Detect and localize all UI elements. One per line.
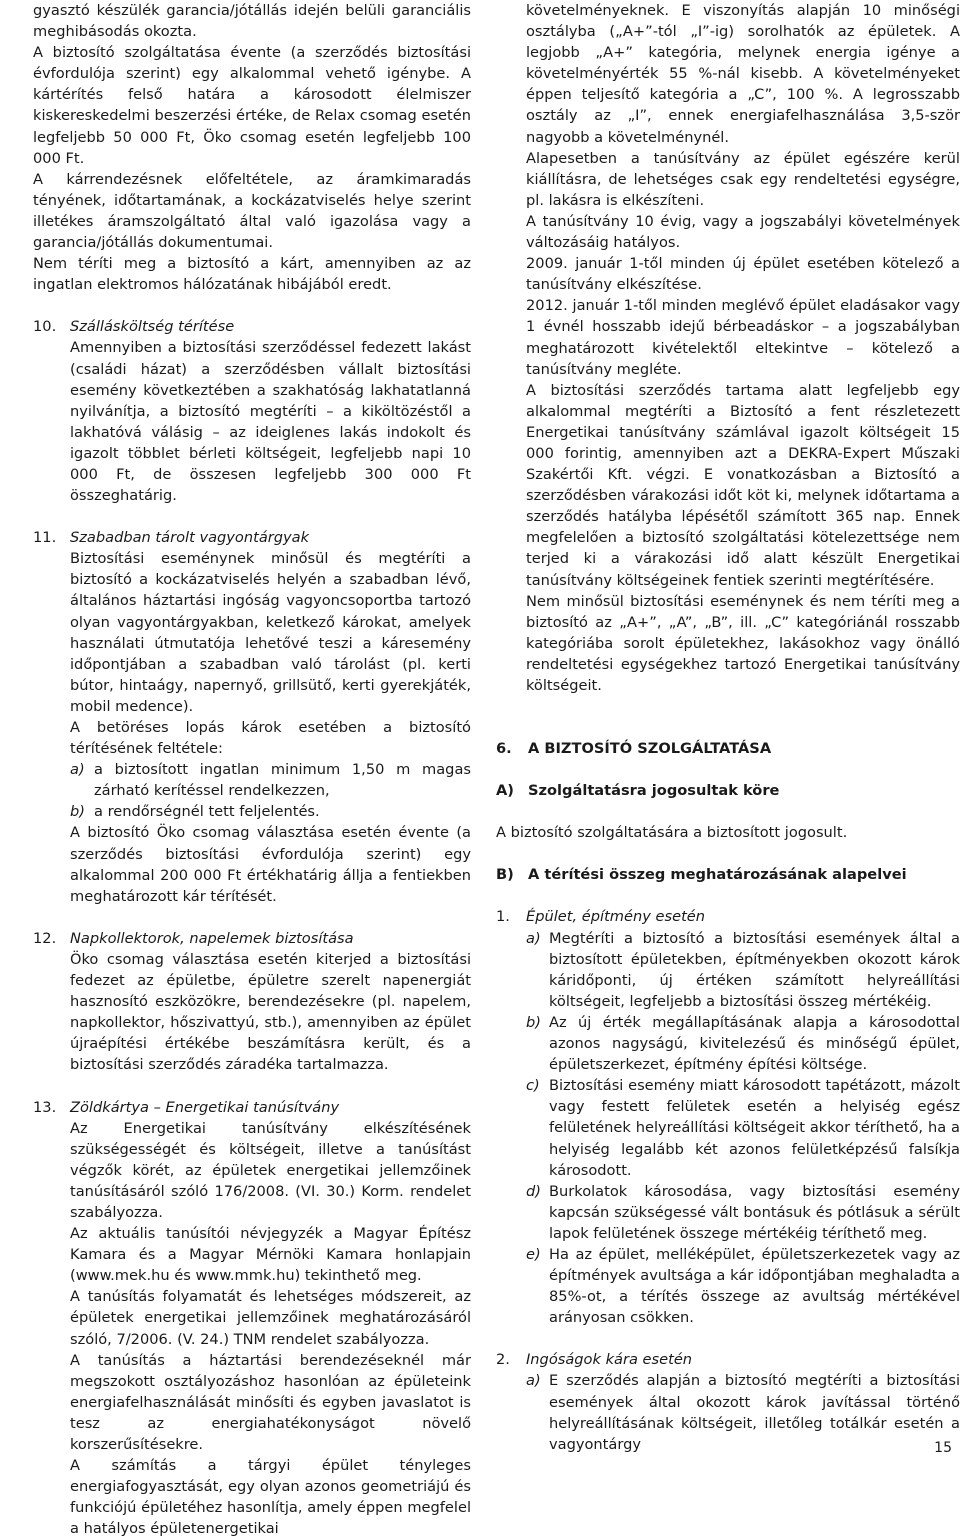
left-column bbox=[33, 0, 471, 1539]
section-title: Szabadban tárolt vagyontárgyak bbox=[70, 527, 471, 548]
item-label: e) bbox=[526, 1244, 541, 1265]
item-label: d) bbox=[526, 1181, 541, 1202]
item-text: Az új érték megállapításának alapja a károsodottal azonos nagyságú, kivitelezésű és minőségű épület, épületszerkezet, építmény építési költsége. bbox=[549, 1012, 960, 1075]
section-title: Zöldkártya – Energetikai tanúsítvány bbox=[70, 1097, 471, 1118]
item-text: a biztosított ingatlan minimum 1,50 m magas zárható kerítéssel rendelkezzen, bbox=[94, 759, 471, 801]
section-number: 2. bbox=[496, 1349, 526, 1370]
item-label: a) bbox=[526, 928, 541, 949]
subsection-number: B) bbox=[496, 864, 528, 885]
item-text: E szerződés alapján a biztosító megtéríti a biztosítási események által okozott károk javítással történő helyreállításának költségeit, illetőleg totálkár esetén a vagyontárgy bbox=[549, 1370, 960, 1454]
paragraph: A biztosító szolgáltatása évente (a szerződés biztosítási évfordulója szerint) egy alkalommal vehető igénybe. A kártérítés felső határa a károsodott élelmiszer kiskereskedelmi beszerzési értéke, de Relax csomag esetén legfeljebb 50 000 Ft, Öko csomag esetén legfeljebb 100 000 Ft. bbox=[33, 42, 471, 169]
section-title: Szállásköltség térítése bbox=[70, 316, 471, 337]
item-text: Megtéríti a biztosító a biztosítási események által a biztosított épületekben, építményekben okozott károk káridőponti, új értéken számított helyreállítási költségeit, legfeljebb a biztosítási összeg mértékéig. bbox=[549, 928, 960, 1012]
subsection-heading bbox=[496, 780, 960, 801]
item-label: a) bbox=[526, 1370, 541, 1391]
section-number: 12. bbox=[33, 928, 70, 949]
section-number: 10. bbox=[33, 316, 70, 337]
item-label: c) bbox=[526, 1075, 540, 1096]
paragraph: A tanúsítás a háztartási berendezéseknél már megszokott osztályozáshoz hasonlóan az épületeink energiafelhasználását minősíti és egyben javaslatot is tesz az energiahatékonyságot növelő korszerűsítésekre. bbox=[70, 1350, 471, 1455]
section-1 bbox=[496, 906, 960, 1328]
item-text: Ha az épület, melléképület, épületszerkezetek vagy az építmények avultsága a kár időpontjában meghaladta a 85%-ot, a térítés összege az avultság mértékével arányosan csökken. bbox=[549, 1244, 960, 1328]
list-item bbox=[526, 1075, 960, 1180]
section-11 bbox=[33, 527, 471, 907]
section-number: 1. bbox=[496, 906, 526, 927]
paragraph: A kárrendezésnek előfeltétele, az áramkimaradás tényének, időtartamának, a kockázatviselés helye szerint illetékes áramszolgáltató által való igazolása vagy a garancia/jótállás dokumentumai. bbox=[33, 169, 471, 253]
chapter-title: A BIZTOSÍTÓ SZOLGÁLTATÁSA bbox=[528, 738, 771, 759]
list-item bbox=[526, 1012, 960, 1075]
item-label: a) bbox=[70, 759, 94, 801]
chapter-number: 6. bbox=[496, 738, 528, 759]
item-label: b) bbox=[526, 1012, 541, 1033]
paragraph: követelményeknek. E viszonyítás alapján 10 minőségi osztályba („A+”-tól „I”-ig) sorolhatók az épületek. A legjobb „A+” kategória, melynek energia igénye a követelményérték 55 %-nál kisebb. A követelményeket éppen teljesítő kategória a „C”, 100 %. A legrosszabb osztály az „I”, ennek energiafelhasználása 3,5-ször nagyobb a követelménynél. bbox=[526, 0, 960, 148]
item-text: Burkolatok károsodása, vagy biztosítási esemény kapcsán szükségessé vált bontásuk és pótlásuk a sérült lapok felületének összege mértékéig téríthető meg. bbox=[549, 1181, 960, 1244]
list-item bbox=[526, 1370, 960, 1454]
section-2 bbox=[496, 1349, 960, 1454]
paragraph: A tanúsítás folyamatát és lehetséges módszereit, az épületek energetikai jellemzőinek meghatározásáról szóló, 7/2006. (V. 24.) TNM rendelet szabályozza. bbox=[70, 1286, 471, 1349]
paragraph: Amennyiben a biztosítási szerződéssel fedezett lakást (családi házat) a szerződésben vállalt biztosítási esemény következtében a szakhatóság lakhatatlanná nyilvánítja, a biztosító megtéríti – a kiköltözéstől a lakhatóvá válásig – az ideiglenes lakás indokolt és igazolt többlet bérleti költségeit, legfeljebb napi 10 000 Ft, de összesen legfeljebb 300 000 Ft összeghatárig. bbox=[70, 337, 471, 506]
paragraph: Nem téríti meg a biztosító a kárt, amennyiben az az ingatlan elektromos hálózatának hibájából eredt. bbox=[33, 253, 471, 295]
list-item bbox=[70, 759, 471, 801]
item-label: b) bbox=[70, 801, 94, 822]
paragraph: A tanúsítvány 10 évig, vagy a jogszabályi követelmények változásáig hatályos. bbox=[526, 211, 960, 253]
paragraph: A biztosító szolgáltatására a biztosított jogosult. bbox=[496, 822, 960, 843]
section-10 bbox=[33, 316, 471, 506]
list-item bbox=[70, 801, 471, 822]
list-item bbox=[526, 1244, 960, 1328]
section-number: 13. bbox=[33, 1097, 70, 1118]
item-text: Biztosítási esemény miatt károsodott tapétázott, mázolt vagy festett felületek esetén a helyiség egész felületének helyreállítási költségeit akkor téríthető, ha a helyiség legalább két azonos felületképzésű falsíkja károsodott. bbox=[549, 1075, 960, 1180]
paragraph: Az Energetikai tanúsítvány elkészítésének szükségességét és költségeit, illetve a tanúsítást végzők körét, az épületek energetikai jellemzőinek tanúsításáról szóló 176/2008. (VI. 30.) Korm. rendelet szabályozza. bbox=[70, 1118, 471, 1223]
paragraph: Nem minősül biztosítási eseménynek és nem téríti meg a biztosító az „A+”, „A”, „B”, ill. „C” kategóriánál rosszabb kategóriába sorolt épületekhez, lakásokhoz vagy önálló rendeltetési egységekhez tartozó Energetikai tanúsítvány költségeit. bbox=[526, 591, 960, 696]
right-column bbox=[496, 0, 960, 1455]
section-title: Épület, építmény esetén bbox=[526, 906, 960, 927]
paragraph: A számítás a tárgyi épület tényleges energiafogyasztását, egy olyan azonos geometriájú és funkciójú épületéhez hasonlítja, amely éppen megfelel a hatályos épületenergetikai bbox=[70, 1455, 471, 1539]
paragraph: Alapesetben a tanúsítvány az épület egészére kerül kiállításra, de lehetséges csak egy rendeltetési egységre, pl. lakásra is elkészíteni. bbox=[526, 148, 960, 211]
section-title: Napkollektorok, napelemek biztosítása bbox=[70, 928, 471, 949]
paragraph: 2009. január 1-től minden új épület esetében kötelező a tanúsítvány elkészítése. bbox=[526, 253, 960, 295]
paragraph: gyasztó készülék garancia/jótállás idején belüli garanciális meghibásodás okozta. bbox=[33, 0, 471, 42]
subsection-number: A) bbox=[496, 780, 528, 801]
paragraph: Öko csomag választása esetén kiterjed a biztosítási fedezet az épületbe, épületre szerelt napenergiát hasznosító eszközökre, berendezésekre (pl. napelem, napkollektor, hőszivattyú, stb.), amennyiben az épület újraépítési értékébe beszámításra került, és a biztosítási szerződés záradéka tartalmazza. bbox=[70, 949, 471, 1076]
chapter-heading bbox=[496, 738, 960, 759]
subsection-title: A térítési összeg meghatározásának alapelvei bbox=[528, 864, 907, 885]
section-title: Ingóságok kára esetén bbox=[526, 1349, 960, 1370]
paragraph: Biztosítási eseménynek minősül és megtéríti a biztosító a kockázatviselés helyén a szabadban lévő, általános háztartási ingóság vagyoncsoportba tartozó olyan vagyontárgyakban, keletkező károkat, amelyek használati útmutatója lehetővé teszi a káresemény időpontjában a szabadban való tárolást (pl. kerti bútor, hintaágy, napernyő, grillsütő, kerti gyerekjáték, mobil medence). bbox=[70, 548, 471, 717]
section-number: 11. bbox=[33, 527, 70, 548]
subsection-title: Szolgáltatásra jogosultak köre bbox=[528, 780, 779, 801]
paragraph: Az aktuális tanúsítói névjegyzék a Magyar Építész Kamara és a Magyar Mérnöki Kamara honlapjain (www.mek.hu és www.mmk.hu) tekinthető meg. bbox=[70, 1223, 471, 1286]
paragraph: A betöréses lopás károk esetében a biztosító térítésének feltétele: bbox=[70, 717, 471, 759]
paragraph: 2012. január 1-től minden meglévő épület eladásakor vagy 1 évnél hosszabb idejű bérbeadáskor – a jogszabályban meghatározott kivételektől eltekintve – kötelező a tanúsítvány megléte. bbox=[526, 295, 960, 379]
paragraph: A biztosító Öko csomag választása esetén évente (a szerződés biztosítási évfordulója szerint) egy alkalommal 200 000 Ft értékhatárig állja a fentiekben meghatározott kár térítését. bbox=[70, 822, 471, 906]
page-number: 15 bbox=[934, 1438, 952, 1459]
list-item bbox=[526, 1181, 960, 1244]
paragraph: A biztosítási szerződés tartama alatt legfeljebb egy alkalommal megtéríti a Biztosító a fent részletezett Energetikai tanúsítvány számlával igazolt költségeit 15 000 forintig, amennyiben azt a DEKRA-Expert Műszaki Szakértői Kft. végzi. E vonatkozásban a Biztosító a szerződésben várakozási időt köt ki, melynek időtartama a szerződés hatályba lépésétől számított 365 nap. Ennek megfelelően a biztosító szolgáltatási kötelezettsége nem terjed ki a várakozási idő alatt készült Energetikai tanúsítvány költségeinek fentiek szerinti megtérítésére. bbox=[526, 380, 960, 591]
section-13 bbox=[33, 1097, 471, 1539]
list-item bbox=[526, 928, 960, 1012]
section-12 bbox=[33, 928, 471, 1076]
subsection-heading bbox=[496, 864, 960, 885]
item-text: a rendőrségnél tett feljelentés. bbox=[94, 801, 471, 822]
